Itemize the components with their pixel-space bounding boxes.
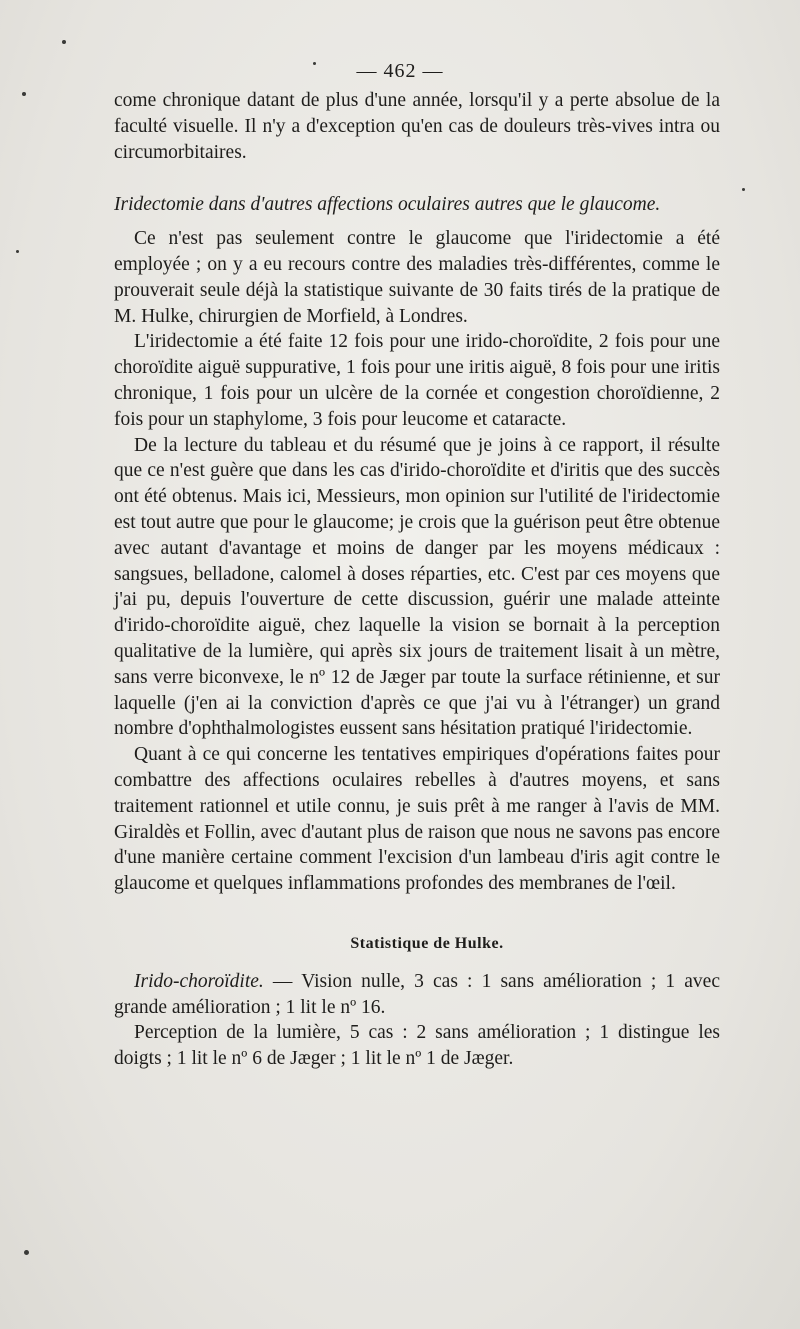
ink-speck <box>742 188 745 191</box>
paragraph-intro: come chronique datant de plus d'une année, lorsqu'il y a perte absolue de la faculté visuelle. Il n'y a d'exception qu'en cas de douleurs très-vives intra ou circumorbitaires. <box>114 90 720 163</box>
statistic-entry-1 <box>114 969 720 1021</box>
ink-speck <box>16 250 19 253</box>
statistic-label: Irido-choroïdite. <box>134 970 264 992</box>
page-number: — 462 — <box>356 60 444 82</box>
statistic-entry-2: Perception de la lumière, 5 cas : 2 sans amélioration ; 1 distingue les doigts ; 1 lit le nº 6 de Jæger ; 1 lit le nº 1 de Jæger. <box>114 1022 720 1070</box>
table-title: Statistique de Hulke. <box>350 934 504 952</box>
paragraph-2: L'iridectomie a été faite 12 fois pour une irido-choroïdite, 2 fois pour une choroïdite aiguë suppurative, 1 fois pour une iritis aiguë, 8 fois pour une iritis chronique, 1 fois pour un ulcère de la cornée et congestion choroïdienne, 2 fois pour un staphylome, 3 fois pour leucome et cataracte. <box>114 331 720 430</box>
section-title: Iridectomie dans d'autres affections oculaires autres que le glaucome. <box>114 194 661 216</box>
ink-speck <box>313 62 316 65</box>
paragraph-3: De la lecture du tableau et du résumé que je joins à ce rapport, il résulte que ce n'est guère que dans les cas d'irido-choroïdite et d'iritis que des succès ont été obtenus. Mais ici, Messieurs, mon opinion sur l'utilité de l'iridectomie est tout autre que pour le glaucome; je crois que la guérison peut être obtenue avec autant d'avantage et moins de danger par les moyens médicaux : sangsues, belladone, calomel à doses réparties, etc. C'est par ces moyens que j'ai pu, depuis l'ouverture de cette discussion, guérir une malade atteinte d'irido-choroïdite aiguë, chez laquelle la vision se bornait à la perception qualitative de la lumière, qui après six jours de traitement lisait à un mètre, sans verre biconvexe, le nº 12 de Jæger par toute la surface rétinienne, et sur laquelle (j'en ai la conviction d'après ce que j'ai vu à l'étranger) un grand nombre d'ophthalmologistes eussent sans hésitation pratiqué l'iridectomie. <box>114 434 720 740</box>
ink-speck <box>62 40 66 44</box>
body-text <box>114 88 720 1072</box>
ink-speck <box>24 1250 29 1255</box>
ink-speck <box>22 92 26 96</box>
paragraph-4: Quant à ce qui concerne les tentatives empiriques d'opérations faites pour combattre des affections oculaires rebelles à d'autres moyens, et sans traitement rationnel et utile connu, je suis prêt à me ranger à l'avis de MM. Giraldès et Follin, avec d'autant plus de raison que nous ne savons pas encore d'une manière certaine comment l'excision d'un lambeau d'iris agit contre le glaucome et quelques inflammations profondes des membranes de l'œil. <box>114 744 720 895</box>
paragraph-1: Ce n'est pas seulement contre le glaucome que l'iridectomie a été employée ; on y a eu recours contre des maladies très-différentes, comme le prouverait seule déjà la statistique suivante de 30 faits tirés de la pratique de M. Hulke, chirurgien de Morfield, à Londres. <box>114 228 720 327</box>
statistic-text: — Vision nulle, 3 cas : 1 sans amélioration ; 1 avec grande amélioration ; 1 lit le nº 16. <box>114 970 720 1018</box>
